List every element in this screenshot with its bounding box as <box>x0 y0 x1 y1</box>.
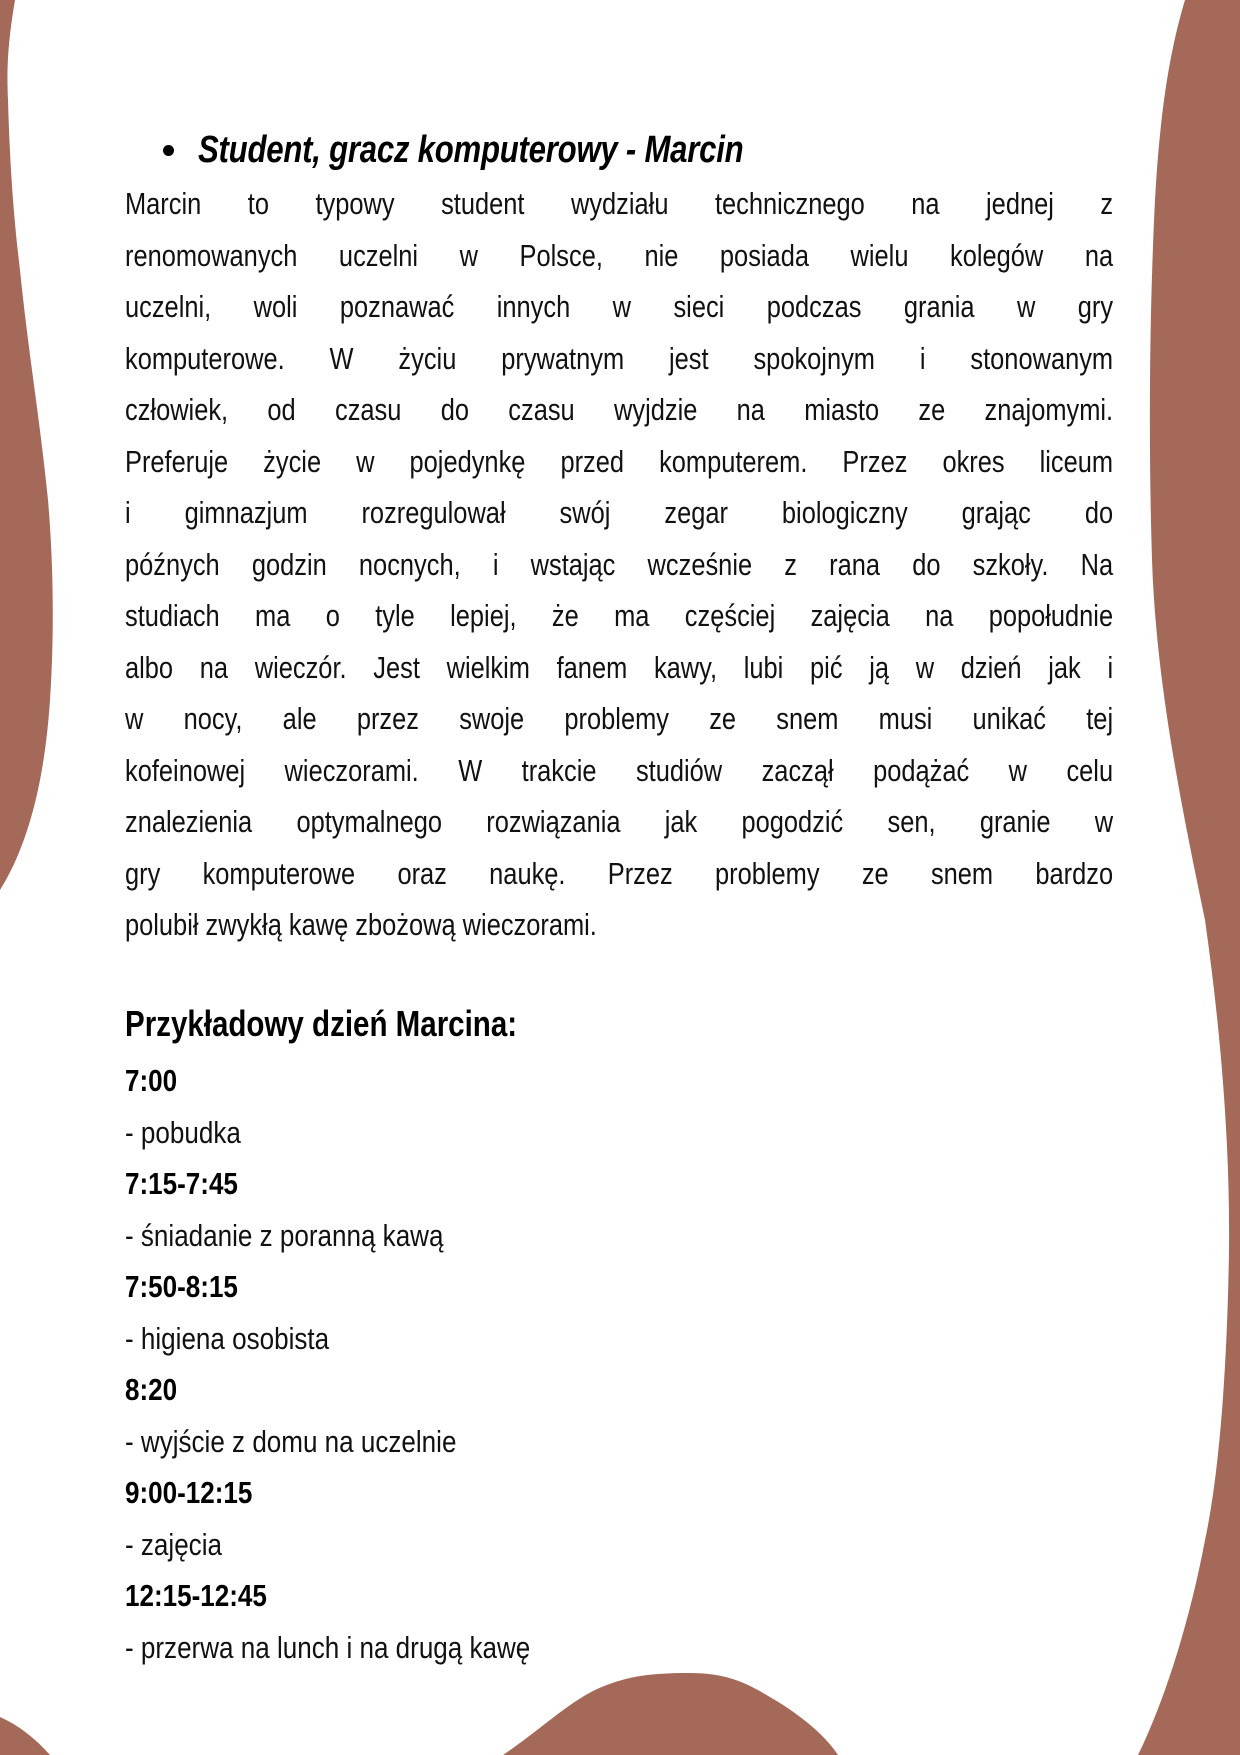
paragraph-line: znalezienia optymalnego rozwiązania jak pogodzić sen, granie w <box>125 804 1114 839</box>
schedule-activity: - śniadanie z poranną kawą <box>125 1217 444 1253</box>
schedule-activity: - zajęcia <box>125 1526 222 1562</box>
paragraph-line: gry komputerowe oraz naukę. Przez problemy ze snem bardzo <box>125 855 1114 891</box>
section-title-text: Student, gracz komputerowy - Marcin <box>198 128 744 171</box>
description-paragraph <box>125 178 1113 951</box>
schedule-time: 7:00 <box>125 1063 178 1098</box>
paragraph-line: późnych godzin nocnych, i wstając wcześnie z rana do szkoły. Na <box>125 546 1114 582</box>
paragraph-line: i gimnazjum rozregulował swój zegar biologiczny grając do <box>125 495 1114 530</box>
paragraph-line: Preferuje życie w pojedynkę przed komputerem. Przez okres liceum <box>125 443 1114 479</box>
paragraph-line: komputerowe. W życiu prywatnym jest spokojnym i stonowanym <box>125 340 1114 376</box>
schedule-activity: - higiena osobista <box>125 1320 330 1356</box>
schedule-list <box>125 1055 607 1673</box>
bullet-icon <box>163 145 174 156</box>
schedule-activity: - przerwa na lunch i na drugą kawę <box>125 1629 531 1665</box>
paragraph-line: studiach ma o tyle lepiej, że ma częściej zajęcia na popołudnie <box>125 598 1114 633</box>
paragraph-line: Marcin to typowy student wydziału technicznego na jednej z <box>125 186 1114 221</box>
schedule-time: 9:00-12:15 <box>125 1475 253 1510</box>
paragraph-line: renomowanych uczelni w Polsce, nie posiada wielu kolegów na <box>125 237 1114 273</box>
paragraph-line: albo na wieczór. Jest wielkim fanem kawy, lubi pić ją w dzień jak i <box>125 649 1114 685</box>
paragraph-line: kofeinowej wieczorami. W trakcie studiów zaczął podążać w celu <box>125 752 1114 788</box>
paragraph-line: w nocy, ale przez swoje problemy ze snem musi unikać tej <box>125 701 1114 736</box>
schedule-time: 8:20 <box>125 1372 178 1407</box>
paragraph-line: uczelni, woli poznawać innych w sieci podczas grania w gry <box>125 289 1114 324</box>
paragraph-line: polubił zwykłą kawę zbożową wieczorami. <box>125 907 597 942</box>
schedule-time: 7:50-8:15 <box>125 1269 238 1304</box>
schedule-time: 12:15-12:45 <box>125 1578 267 1613</box>
schedule-activity: - wyjście z domu na uczelnie <box>125 1423 457 1459</box>
paragraph-line: człowiek, od czasu do czasu wyjdzie na miasto ze znajomymi. <box>125 392 1114 427</box>
section-title <box>152 126 863 174</box>
schedule-time: 7:15-7:45 <box>125 1166 238 1201</box>
schedule-activity: - pobudka <box>125 1114 241 1150</box>
schedule-heading: Przykładowy dzień Marcina: <box>125 1003 518 1044</box>
